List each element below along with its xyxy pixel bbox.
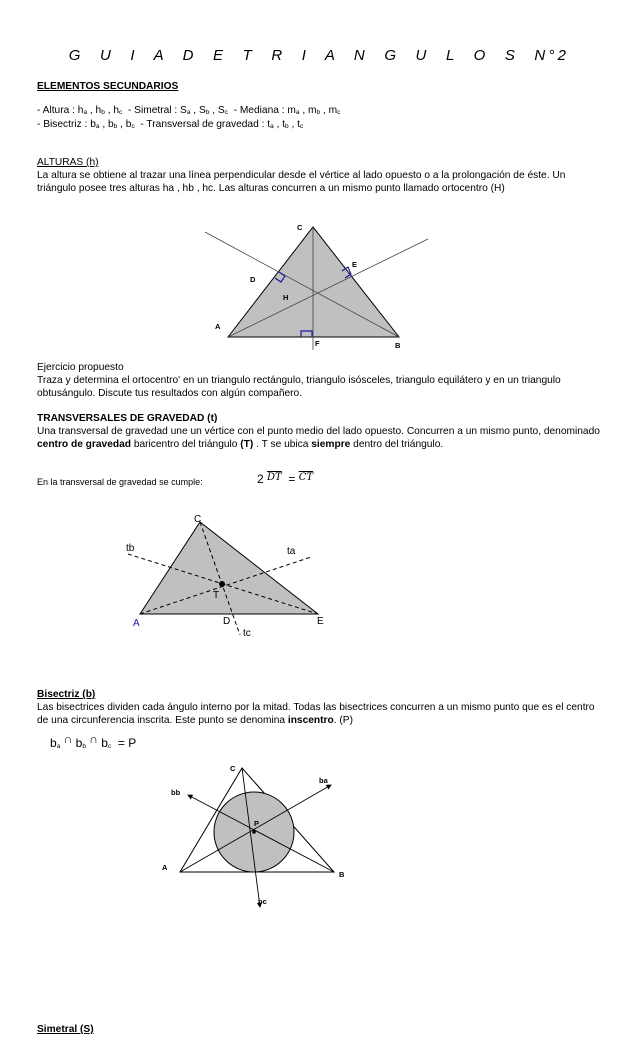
label-b: B xyxy=(395,341,401,350)
ejercicio-heading: Ejercicio propuesto xyxy=(37,362,124,373)
label-bb: bb xyxy=(171,788,181,797)
alturas-figure xyxy=(195,215,435,355)
alturas-text: La altura se obtiene al trazar una línea perpendicular desde el vértice al lado opuesto o a la prolongación de éste. Un triángulo posee tres alturas ha , hb , hc. Las alturas concurren a un mismo punto llamado ortocentro (H) xyxy=(37,170,566,195)
label-tc: tc xyxy=(243,628,251,639)
transversales-heading: TRANSVERSALES DE GRAVEDAD (t) xyxy=(37,413,218,424)
elementos-line-2: - Bisectriz : $b_a$ , $b_b$ , $b_c$ - Transversal de gravedad : $t_a$ , $t_b$ , $t_c$ xyxy=(37,119,304,130)
label-a: A xyxy=(162,863,168,872)
elementos-line-1: - Altura : $h_a$ , $h_b$ , $h_c$ - Simetral : $S_a$ , $S_b$ , $S_c$ - Mediana : $m_a$ , $m_b$ , $m_c$ xyxy=(37,105,341,116)
gravedad-triangle xyxy=(140,522,318,614)
label-b: B xyxy=(339,870,345,879)
label-c: C xyxy=(230,764,236,773)
bisectriz-text: Las bisectrices dividen cada ángulo interno por la mitad. Todas las bisectrices concurren a un mismo punto que es el centro de una circunferencia inscrita. Este punto se denomina inscentro. (P) xyxy=(37,702,595,727)
page-title: G U I A D E T R I A N G U L O S N°2 xyxy=(68,47,570,64)
label-d: D xyxy=(250,275,256,284)
label-ba: ba xyxy=(319,776,328,785)
label-bc: bc xyxy=(258,897,267,906)
simetral-heading: Simetral (S) xyxy=(37,1024,94,1035)
label-f: F xyxy=(315,339,320,348)
transversales-figure xyxy=(118,508,348,640)
transversales-text: Una transversal de gravedad une un vértice con el punto medio del lado opuesto. Concurren a un mismo punto, denominado centro de gravedad baricentro del triángulo (T) . T se ubica siempre dentro del triángulo. xyxy=(37,426,600,451)
alturas-heading: ALTURAS (h) xyxy=(37,157,99,168)
label-t: T xyxy=(213,590,220,601)
gravedad-formula: 2 $^{\overline{DT}}$ = $^{\overline{CT}}$ xyxy=(257,472,314,486)
bisectriz-heading: Bisectriz (b) xyxy=(37,689,96,700)
bisectriz-formula: $b_a$ ∩ $b_b$ ∩ $b_c = P$ xyxy=(50,732,137,750)
label-e: E xyxy=(317,616,324,627)
inscentro-point xyxy=(252,830,256,834)
label-c: C xyxy=(297,223,303,232)
formula-label: En la transversal de gravedad se cumple: xyxy=(37,477,203,487)
label-c: C xyxy=(194,514,202,525)
baricentro-point xyxy=(219,581,225,587)
label-e: E xyxy=(352,260,358,269)
label-a: A xyxy=(215,322,221,331)
label-tb: tb xyxy=(126,543,135,554)
label-d: D xyxy=(223,616,231,627)
label-a: A xyxy=(133,618,140,629)
label-h: H xyxy=(283,293,289,302)
label-p: P xyxy=(254,819,260,828)
label-ta: ta xyxy=(287,546,296,557)
elementos-heading: ELEMENTOS SECUNDARIOS xyxy=(37,81,179,92)
bisectriz-figure xyxy=(150,757,370,917)
ejercicio-text: Traza y determina el ortocentro' en un triangulo rectángulo, triangulo isósceles, triangulo equilátero y en un triangulo obtusángulo. Discute tus resultados con algún compañero. xyxy=(37,375,561,400)
